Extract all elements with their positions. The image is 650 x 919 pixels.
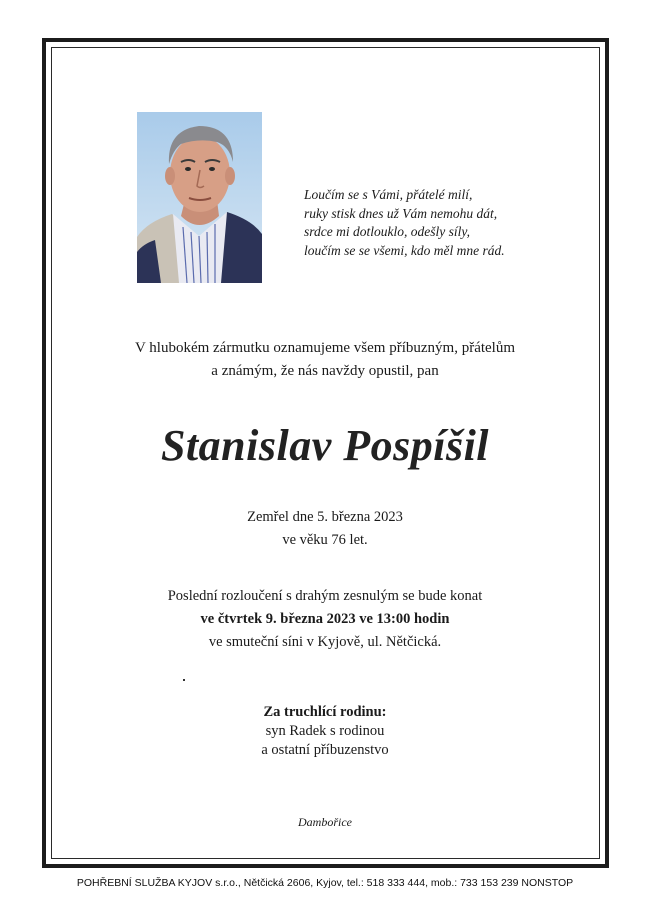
- poem-line: ruky stisk dnes už Vám nemohu dát,: [304, 205, 498, 221]
- announcement-line-1: V hlubokém zármutku oznamujeme všem příbuzným, přátelům: [134, 340, 516, 356]
- age-at-death: ve věku 76 let.: [282, 532, 368, 548]
- portrait-illustration: [137, 112, 262, 283]
- farewell-poem: [304, 186, 564, 260]
- poem-line: srdce mi dotlouklo, odešly síly,: [304, 224, 470, 239]
- family-line-2: a ostatní příbuzenstvo: [261, 742, 389, 758]
- place-name: Dambořice: [298, 815, 352, 829]
- funeral-intro: Poslední rozloučení s drahým zesnulým se bude konat: [167, 588, 483, 604]
- funeral-date-time: ve čtvrtek 9. března 2023 ve 13:00 hodin: [200, 611, 450, 627]
- deceased-name: Stanislav Pospíšil: [160, 421, 490, 470]
- poem-line: Loučím se s Vámi, přátelé milí,: [304, 187, 473, 202]
- death-info: [47, 506, 603, 552]
- portrait-photo: [137, 112, 262, 283]
- family-line-1: syn Radek s rodinou: [265, 723, 385, 739]
- announcement-text: [47, 337, 603, 383]
- family-heading: Za truchlící rodinu:: [263, 704, 387, 720]
- funeral-location: ve smuteční síni v Kyjově, ul. Nětčická.: [208, 634, 442, 650]
- poem-line: loučím se se všemi, kdo měl mne rád.: [304, 242, 505, 258]
- death-date: Zemřel dne 5. března 2023: [247, 509, 403, 525]
- funeral-info: [47, 585, 603, 654]
- funeral-service-footer: POHŘEBNÍ SLUŽBA KYJOV s.r.o., Nětčická 2606, Kyjov, tel.: 518 333 444, mob.: 733 153 239 NONSTOP: [76, 877, 574, 889]
- family-signature: [47, 703, 603, 760]
- announcement-line-2: a známým, že nás navždy opustil, pan: [211, 363, 439, 379]
- stray-dot: [183, 679, 185, 681]
